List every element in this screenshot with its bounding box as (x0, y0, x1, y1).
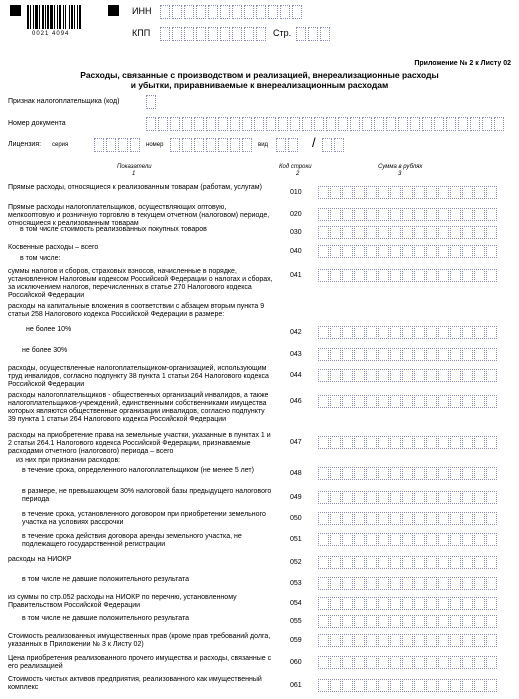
row-code: 052 (290, 559, 302, 566)
col2-header: Код строки (279, 164, 312, 170)
row-value-cells[interactable] (318, 395, 498, 408)
row-value-cells[interactable] (318, 208, 498, 221)
col2-number: 2 (296, 171, 300, 177)
row-code: 059 (290, 637, 302, 644)
row-value-cells[interactable] (318, 226, 498, 239)
row-value-cells[interactable] (318, 348, 498, 361)
row-value-cells[interactable] (318, 186, 498, 199)
row-value-cells[interactable] (318, 512, 498, 525)
row-label: в течение срока, установленного договором при приобретении земельного участка на условиях рассрочки (22, 511, 266, 526)
license-kind-cells[interactable] (276, 138, 300, 152)
license-kind2-cells[interactable] (322, 138, 346, 152)
row-label: Стоимость чистых активов предприятия, реализованного как имущественный комплекс (8, 676, 262, 691)
license-label: Лицензия: (8, 141, 42, 148)
row-label: из них при признании расходов: (16, 457, 121, 464)
corner-marker (10, 5, 21, 16)
row-code: 049 (290, 494, 302, 501)
taxpayer-sign-label: Признак налогоплательщика (код) (8, 98, 120, 105)
col3-number: 3 (398, 171, 402, 177)
row-value-cells[interactable] (318, 577, 498, 590)
row-label: в течение срока, определенного налогоплательщиком (не менее 5 лет) (22, 467, 254, 474)
row-code: 040 (290, 248, 302, 255)
row-value-cells[interactable] (318, 269, 498, 282)
row-code: 050 (290, 515, 302, 522)
page-cells[interactable] (296, 27, 332, 41)
row-label: в том числе стоимость реализованных покупных товаров (20, 226, 207, 233)
inn-label: ИНН (132, 6, 152, 16)
row-label: в том числе не давшие положительного результата (22, 615, 189, 622)
row-code: 060 (290, 659, 302, 666)
row-value-cells[interactable] (318, 436, 498, 449)
appendix-label: Приложение № 2 к Листу 02 (414, 60, 511, 67)
taxpayer-sign-cell[interactable] (146, 95, 158, 109)
row-value-cells[interactable] (318, 634, 498, 647)
row-value-cells[interactable] (318, 326, 498, 339)
row-value-cells[interactable] (318, 533, 498, 546)
row-value-cells[interactable] (318, 597, 498, 610)
series-label: серия (52, 142, 69, 148)
row-value-cells[interactable] (318, 491, 498, 504)
license-number-cells[interactable] (170, 138, 254, 152)
row-code: 043 (290, 351, 302, 358)
title-line-2: и убытки, приравниваемые к внереализационным расходам (130, 80, 389, 90)
row-code: 055 (290, 618, 302, 625)
row-label: в размере, не превышающем 30% налоговой базы предыдущего налогового периода (22, 488, 272, 503)
row-code: 020 (290, 211, 302, 218)
row-value-cells[interactable] (318, 556, 498, 569)
kind-label: вид (258, 142, 269, 148)
license-slash: / (312, 135, 316, 150)
barcode-number: 0021 4094 (32, 31, 70, 37)
license-series-cells[interactable] (94, 138, 142, 152)
row-code: 010 (290, 189, 302, 196)
col1-header: Показатели (117, 164, 152, 170)
row-code: 042 (290, 329, 302, 336)
row-code: 051 (290, 536, 302, 543)
row-code: 054 (290, 600, 302, 607)
row-label: Прямые расходы, относящиеся к реализованным товарам (работам, услугам) (8, 184, 262, 191)
corner-marker (108, 5, 119, 16)
row-code: 061 (290, 682, 302, 689)
row-label: в том числе не давшие положительного результата (22, 576, 189, 583)
kpp-cells[interactable] (160, 27, 268, 41)
row-code: 030 (290, 229, 302, 236)
number-label: номер (146, 142, 164, 148)
row-code: 041 (290, 272, 302, 279)
row-label: суммы налогов и сборов, страховых взносов, начисленные в порядке, установленном Налоговым кодексом Российской Федерации о налогах и сборах, за исключением налогов, перечисленных в статье 270 Налогового кодекса Российской Федерации (8, 268, 273, 299)
row-label: расходы на приобретение права на земельные участки, указанные в пунктах 1 и 2 статьи 264.1 Налогового кодекса Российской Федерации, признаваемые расходами отчетного (налогового) периода – всего (8, 432, 271, 455)
row-code: 048 (290, 470, 302, 477)
row-label: расходы на капитальные вложения в соответствии с абзацем вторым пункта 9 статьи 258 Налогового кодекса Российской Федерации в размере: (8, 303, 265, 318)
row-label: из суммы по стр.052 расходы на НИОКР по перечню, установленному Правительством Российской Федерации (8, 594, 237, 609)
row-label: Цена приобретения реализованного прочего имущества и расходы, связанные с его реализацией (8, 655, 272, 670)
row-label: расходы, осуществленные налогоплательщиком-организацией, использующим труд инвалидов, согласно подпункту 38 пункта 1 статьи 264 Налогового кодекса Российской Федерации (8, 365, 269, 388)
title-line-1: Расходы, связанные с производством и реализацией, внереализационные расходы (80, 70, 439, 80)
row-label: Прямые расходы налогоплательщиков, осуществляющих оптовую, мелкооптовую и розничную торговлю в текущем отчетном (налоговом) периоде, относящиеся к реализованным товарам (8, 204, 270, 227)
inn-cells[interactable] (160, 5, 304, 19)
row-value-cells[interactable] (318, 615, 498, 628)
doc-number-cells[interactable] (146, 117, 506, 131)
doc-number-label: Номер документа (8, 120, 66, 127)
row-value-cells[interactable] (318, 245, 498, 258)
row-label: в течение срока действия договора аренды земельного участка, не подлежащего государственной регистрации (22, 533, 242, 548)
kpp-label: КПП (132, 28, 151, 38)
row-value-cells[interactable] (318, 467, 498, 480)
row-label: расходы налогоплательщиков - общественных организаций инвалидов, а также налогоплательщиков-учреждений, единственными собственниками имущества которых являются общественные организации инвалидов, согласно подпункту 39 пункта 1 статьи 264 Налогового кодекса Российской Федерации (8, 392, 269, 423)
row-label: расходы на НИОКР (8, 556, 72, 563)
row-code: 047 (290, 439, 302, 446)
row-value-cells[interactable] (318, 369, 498, 382)
row-code: 046 (290, 398, 302, 405)
col1-number: 1 (132, 171, 136, 177)
col3-header: Сумма в рублях (378, 164, 423, 170)
row-value-cells[interactable] (318, 679, 498, 692)
barcode (27, 5, 91, 29)
row-label: Косвенные расходы – всего (8, 244, 99, 251)
row-code: 053 (290, 580, 302, 587)
row-value-cells[interactable] (318, 656, 498, 669)
row-label: в том числе: (20, 255, 61, 262)
row-label: Стоимость реализованных имущественных прав (кроме прав требований долга, указанных в Приложении № 3 к Листу 02) (8, 633, 271, 648)
row-label: не более 10% (26, 326, 72, 333)
page-label: Стр. (273, 28, 292, 38)
row-label: не более 30% (22, 347, 68, 354)
row-code: 044 (290, 372, 302, 379)
